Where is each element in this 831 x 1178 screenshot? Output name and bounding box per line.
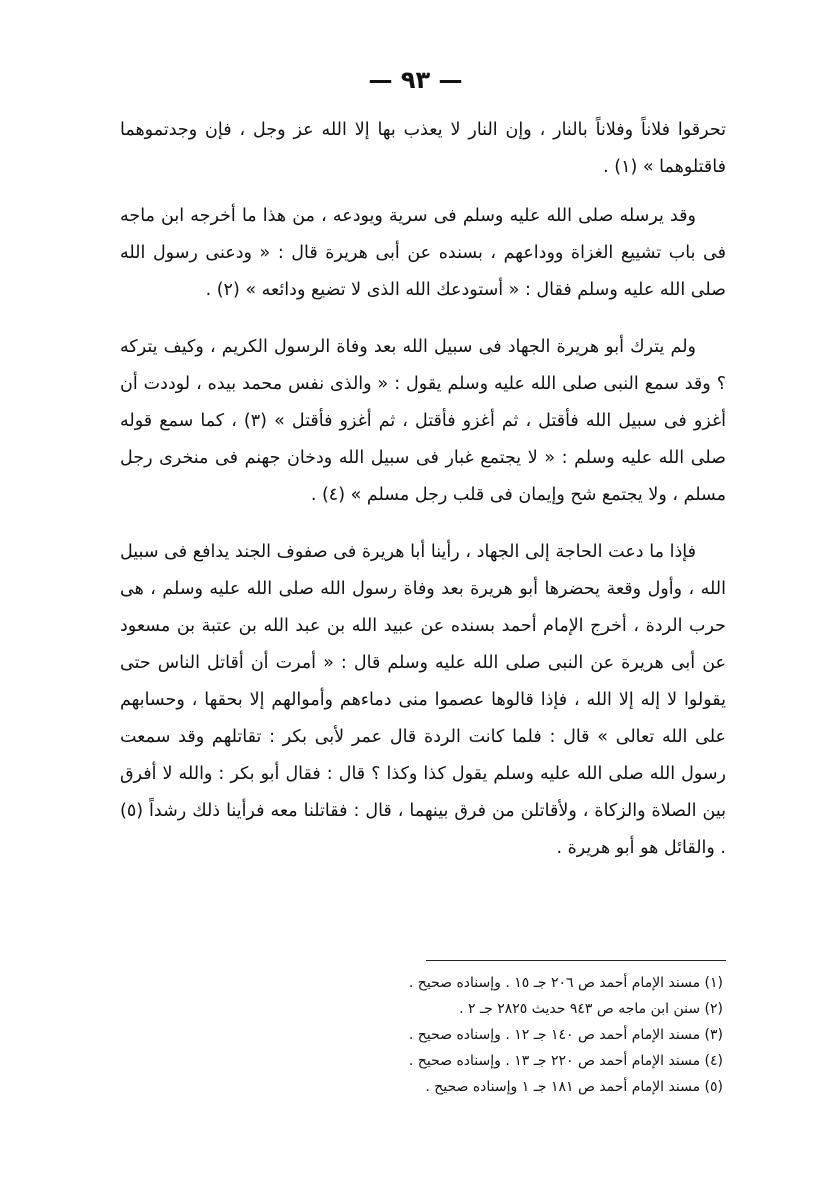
footnote-5: (٥) مسند الإمام أحمد ص ١٨١ جـ ١ وإسناده صحيح . xyxy=(425,1079,723,1095)
footnotes-list xyxy=(200,970,723,1100)
paragraph-1: تحرقوا فلاناً وفلاناً بالنار ، وإن النار لا يعذب بها إلا الله عز وجل ، فإن وجدتموهما فاقتلوهما » (١) . xyxy=(120,120,726,177)
footnote-1: (١) مسند الإمام أحمد ص ٢٠٦ جـ ١٥ . وإسناده صحيح . xyxy=(408,975,723,991)
footnote-2: (٢) سنن ابن ماجه ص ٩٤٣ حديث ٢٨٢٥ جـ ٢ . xyxy=(459,1001,723,1017)
page-number: — ٩٣ — xyxy=(368,66,463,94)
paragraph-4: فإذا ما دعت الحاجة إلى الجهاد ، رأينا أبا هريرة فى صفوف الجند يدافع فى سبيل الله ، وأول وقعة يحضرها أبو هريرة بعد وفاة رسول الله صلى الله عليه وسلم ، هى حرب الردة ، أخرج الإمام أحمد بسنده عن عبيد الله بن عبد الله بن عتبة بن مسعود عن أبى هريرة عن النبى صلى الله عليه وسلم قال : « أمرت أن أقاتل الناس حتى يقولوا لا إله إلا الله ، فإذا قالوها عصموا منى دماءهم وأموالهم إلا بحقها ، وحسابهم على الله تعالى » قال : فلما كانت الردة قال عمر لأبى بكر : تقاتلهم وقد سمعت رسول الله صلى الله عليه وسلم يقول كذا وكذا ؟ قال : فقال أبو بكر : والله لا أفرق بين الصلاة والزكاة ، ولأقاتلن من فرق بينهما ، قال : فقاتلنا معه فرأينا ذلك رشداً (٥) . والقائل هو أبو هريرة . xyxy=(120,542,726,858)
paragraph-3: ولم يترك أبو هريرة الجهاد فى سبيل الله بعد وفاة الرسول الكريم ، وكيف يتركه ؟ وقد سمع النبى صلى الله عليه وسلم يقول : « والذى نفس محمد بيده ، لوددت أن أغزو فى سبيل الله فأقتل ، ثم أغزو فأقتل ، ثم أغزو فأقتل » (٣) ، كما سمع قوله صلى الله عليه وسلم : « لا يجتمع غبار فى سبيل الله ودخان جهنم فى منخرى رجل مسلم ، ولا يجتمع شح وإيمان فى قلب رجل مسلم » (٤) . xyxy=(120,337,726,505)
footnote-4: (٤) مسند الإمام أحمد ص ٢٢٠ جـ ١٣ . وإسناده صحيح . xyxy=(408,1053,723,1069)
footnote-3: (٣) مسند الإمام أحمد ص ١٤٠ جـ ١٢ . وإسناده صحيح . xyxy=(408,1027,723,1043)
main-text xyxy=(120,112,726,867)
footnote-divider xyxy=(426,960,726,961)
paragraph-2: وقد يرسله صلى الله عليه وسلم فى سرية ويودعه ، من هذا ما أخرجه ابن ماجه فى باب تشييع الغزاة ووداعهم ، بسنده عن أبى هريرة قال : « ودعنى رسول الله صلى الله عليه وسلم فقال : « أستودعك الله الذى لا تضيع ودائعه » (٢) . xyxy=(120,206,726,300)
